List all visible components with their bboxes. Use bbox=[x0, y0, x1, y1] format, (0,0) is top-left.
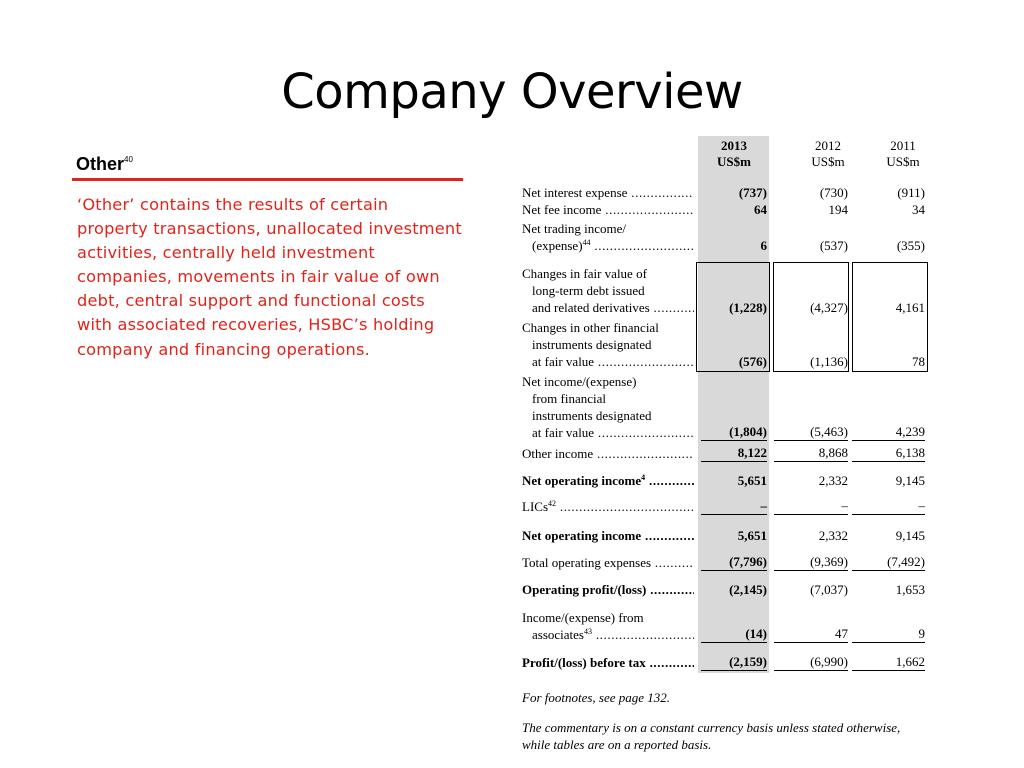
row-label-text: Net trading income/ bbox=[522, 221, 626, 236]
row-label-line bbox=[522, 220, 694, 237]
row-label-text: Changes in other financial bbox=[522, 320, 659, 335]
footnote-reference: For footnotes, see page 132. bbox=[522, 690, 671, 705]
row-label-text: Total operating expenses bbox=[522, 555, 652, 570]
row-label-text: Other income bbox=[522, 446, 594, 461]
row-label-text: at fair value bbox=[532, 354, 595, 369]
value-2012: 2,332 bbox=[818, 528, 848, 543]
table-row bbox=[522, 201, 928, 218]
row-label-text: at fair value bbox=[532, 425, 595, 440]
row-label-line bbox=[522, 201, 694, 218]
row-label-footnote: 4 bbox=[641, 473, 646, 482]
slide-title: Company Overview bbox=[281, 64, 743, 120]
row-label-text: and related derivatives bbox=[532, 300, 650, 315]
row-label-text: Changes in fair value of bbox=[522, 266, 647, 281]
value-2013: (1,228) bbox=[729, 300, 767, 315]
value-2013: (14) bbox=[701, 625, 767, 643]
table-header bbox=[522, 136, 928, 182]
value-2013: 5,651 bbox=[737, 528, 767, 543]
value-2013: (576) bbox=[738, 354, 767, 369]
row-label-line bbox=[522, 265, 694, 282]
row-label-text: LICs bbox=[522, 499, 548, 514]
row-label-line bbox=[522, 581, 694, 598]
row-label-line bbox=[522, 390, 694, 407]
value-2013: (2,145) bbox=[729, 582, 767, 597]
value-2013: 5,651 bbox=[737, 473, 767, 488]
row-label bbox=[522, 220, 694, 254]
table-row bbox=[522, 220, 928, 254]
table-row bbox=[522, 527, 928, 544]
value-2011: 1,662 bbox=[852, 653, 925, 671]
column-header-2011 bbox=[870, 138, 936, 170]
table-row bbox=[522, 445, 928, 462]
row-label-line bbox=[522, 282, 694, 299]
row-label-text: (expense) bbox=[532, 238, 583, 253]
row-label-text: Net operating income bbox=[522, 473, 642, 488]
row-label bbox=[522, 201, 694, 218]
row-label-text: instruments designated bbox=[532, 337, 652, 352]
value-2012: (730) bbox=[819, 185, 848, 200]
section-heading-footnote: 40 bbox=[124, 155, 133, 164]
row-label-line bbox=[522, 445, 694, 462]
value-2012: 47 bbox=[774, 625, 848, 643]
column-year: 2013 bbox=[721, 138, 747, 153]
value-2013: (7,796) bbox=[701, 553, 767, 571]
row-label-line bbox=[522, 498, 694, 515]
table-row bbox=[522, 581, 928, 598]
row-label-text: Income/(expense) from bbox=[522, 610, 644, 625]
row-label-footnote: 44 bbox=[582, 238, 591, 247]
row-label-line bbox=[522, 626, 694, 643]
row-label-line bbox=[522, 237, 694, 254]
table-row bbox=[522, 184, 928, 201]
value-2013: 8,122 bbox=[701, 444, 767, 462]
row-label-text: Net operating income bbox=[522, 528, 642, 543]
row-label bbox=[522, 527, 694, 544]
row-label-line bbox=[522, 424, 694, 441]
fair-value-box-2013 bbox=[696, 262, 770, 372]
financial-table bbox=[522, 136, 928, 670]
section-intro: ‘Other’ contains the results of certain property transactions, unallocated investment activities, centrally held investment companies, movements in fair value of own debt, central support and functional costs with associated recoveries, HSBC’s holding company and financing operations. bbox=[77, 195, 462, 359]
row-label-text: Net interest expense bbox=[522, 185, 628, 200]
row-label-footnote: 43 bbox=[583, 627, 592, 636]
section-divider bbox=[72, 178, 463, 181]
column-year: 2011 bbox=[890, 138, 916, 153]
row-label-line bbox=[522, 554, 694, 571]
table-row bbox=[522, 609, 928, 643]
row-label-line bbox=[522, 299, 694, 316]
value-2011: (911) bbox=[897, 185, 925, 200]
row-label-text: instruments designated bbox=[532, 408, 652, 423]
value-2012: (4,327) bbox=[810, 300, 848, 315]
value-2013: (1,804) bbox=[701, 423, 767, 441]
row-label-text: Net income/(expense) bbox=[522, 374, 637, 389]
value-2011: 9,145 bbox=[895, 473, 925, 488]
row-label-line bbox=[522, 527, 694, 544]
row-label-line bbox=[522, 353, 694, 370]
row-label bbox=[522, 554, 694, 571]
value-2011: 34 bbox=[912, 202, 925, 217]
fair-value-box-2012 bbox=[773, 262, 849, 372]
value-2013: 64 bbox=[754, 202, 767, 217]
basis-note: The commentary is on a constant currency basis unless stated otherwise, while tables are on a reported basis. bbox=[522, 720, 901, 752]
row-label-text: long-term debt issued bbox=[532, 283, 645, 298]
section-heading bbox=[76, 154, 133, 175]
row-label-line bbox=[522, 184, 694, 201]
value-2012: (9,369) bbox=[774, 553, 848, 571]
row-label-line bbox=[522, 654, 694, 671]
row-label bbox=[522, 472, 694, 489]
value-2012: (7,037) bbox=[810, 582, 848, 597]
row-label bbox=[522, 373, 694, 441]
row-label bbox=[522, 609, 694, 643]
row-label bbox=[522, 654, 694, 671]
fair-value-box-2011 bbox=[852, 262, 928, 372]
table-row bbox=[522, 472, 928, 489]
value-2012: (5,463) bbox=[774, 423, 848, 441]
column-year: 2012 bbox=[815, 138, 841, 153]
column-header-2013 bbox=[701, 138, 767, 170]
row-label-text: associates bbox=[532, 627, 584, 642]
row-label-text: Operating profit/(loss) bbox=[522, 582, 647, 597]
row-label-line bbox=[522, 319, 694, 336]
value-2012: (6,990) bbox=[774, 653, 848, 671]
value-2011: 78 bbox=[912, 354, 925, 369]
value-2011: 1,653 bbox=[895, 582, 925, 597]
row-label bbox=[522, 445, 694, 462]
section-heading-text: Other bbox=[76, 154, 125, 174]
value-2011: 4,161 bbox=[895, 300, 925, 315]
column-unit: US$m bbox=[886, 154, 920, 169]
row-label-footnote: 42 bbox=[548, 499, 556, 508]
table-row bbox=[522, 373, 928, 441]
table-row bbox=[522, 498, 928, 515]
value-2012: (537) bbox=[819, 238, 848, 253]
value-2012: – bbox=[774, 497, 848, 515]
value-2012: (1,136) bbox=[810, 354, 848, 369]
row-label bbox=[522, 581, 694, 598]
row-label bbox=[522, 498, 694, 515]
value-2012: 8,868 bbox=[774, 444, 848, 462]
value-2013: (737) bbox=[738, 185, 767, 200]
row-label bbox=[522, 265, 694, 316]
column-header-2012 bbox=[795, 138, 861, 170]
row-label bbox=[522, 184, 694, 201]
value-2013: 6 bbox=[760, 238, 767, 253]
table-row bbox=[522, 654, 928, 671]
row-label-line bbox=[522, 472, 694, 489]
row-label-text: from financial bbox=[532, 391, 606, 406]
row-label-line bbox=[522, 609, 694, 626]
value-2011: (355) bbox=[896, 238, 925, 253]
row-label-text: Profit/(loss) before tax bbox=[522, 655, 646, 670]
value-2013: (2,159) bbox=[701, 653, 767, 671]
column-unit: US$m bbox=[811, 154, 845, 169]
value-2011: 9 bbox=[852, 625, 925, 643]
value-2011: 6,138 bbox=[852, 444, 925, 462]
value-2013: – bbox=[701, 497, 767, 515]
value-2011: – bbox=[852, 497, 925, 515]
value-2011: 4,239 bbox=[852, 423, 925, 441]
value-2011: (7,492) bbox=[852, 553, 925, 571]
row-label-line bbox=[522, 407, 694, 424]
row-label-line bbox=[522, 336, 694, 353]
column-unit: US$m bbox=[717, 154, 751, 169]
row-label-line bbox=[522, 373, 694, 390]
table-row bbox=[522, 554, 928, 571]
value-2012: 194 bbox=[828, 202, 848, 217]
value-2012: 2,332 bbox=[818, 473, 848, 488]
value-2011: 9,145 bbox=[895, 528, 925, 543]
row-label bbox=[522, 319, 694, 370]
row-label-text: Net fee income bbox=[522, 202, 602, 217]
